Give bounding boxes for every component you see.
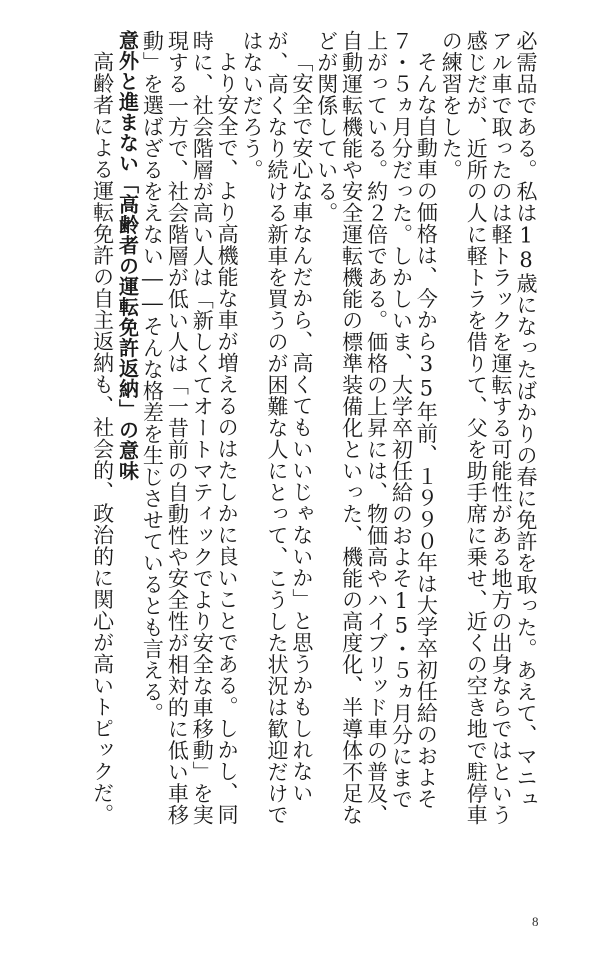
paragraph-4: より安全で、より高機能な車が増えるのはたしかに良いことである。しかし、同時に、社会階層が高い人は「新しくてオートマティックでより安全な車移動」を実現する一方で、社会階層が低い人は「一昔前の自動性や安全性が相対的に低い車移動」を選ばざるをえない――そんな格差を生じさせているとも言える。 [140,30,240,826]
vertical-text-body [68,30,538,830]
page-number: 8 [532,914,539,929]
paragraph-after-heading: 高齢者による運転免許の自主返納も、社会的、政治的に関心が高いトピックだ。 [90,51,115,825]
paragraph-3: 「安全で安心な車なんだから、高くてもいいじゃないか」と思うかもしれないが、高くなり続ける新車を買うのが困難な人にとって、こうした状況は歓迎だけではないだろう。 [240,30,314,826]
paragraph-2: そんな自動車の価格は、今から35年前、１９９０年は大学卒初任給のおよそ７・５ヵ月分だった。しかしいま、大学卒初任給のおよそ15・５ヵ月分にまで上がっている。約２倍である。価格の上昇には、物価高やハイブリッド車の普及、自動運転機能や安全運転機能の標準装備化といった、機能の高度化、半導体不足などが関係している。 [314,30,439,826]
paragraph-1: 必需品である。私は18歳になったばかりの春に免許を取った。あえて、マニュアル車で取ったのは軽トラックを運転する可能性がある地方の出身ならではという感じだが、近所の人に軽トラを借りて、父を助手席に乗せ、近くの空き地で駐停車の練習をした。 [439,30,538,826]
section-heading: 意外と進まない「高齢者の運転免許返納」の意味 [115,30,140,481]
